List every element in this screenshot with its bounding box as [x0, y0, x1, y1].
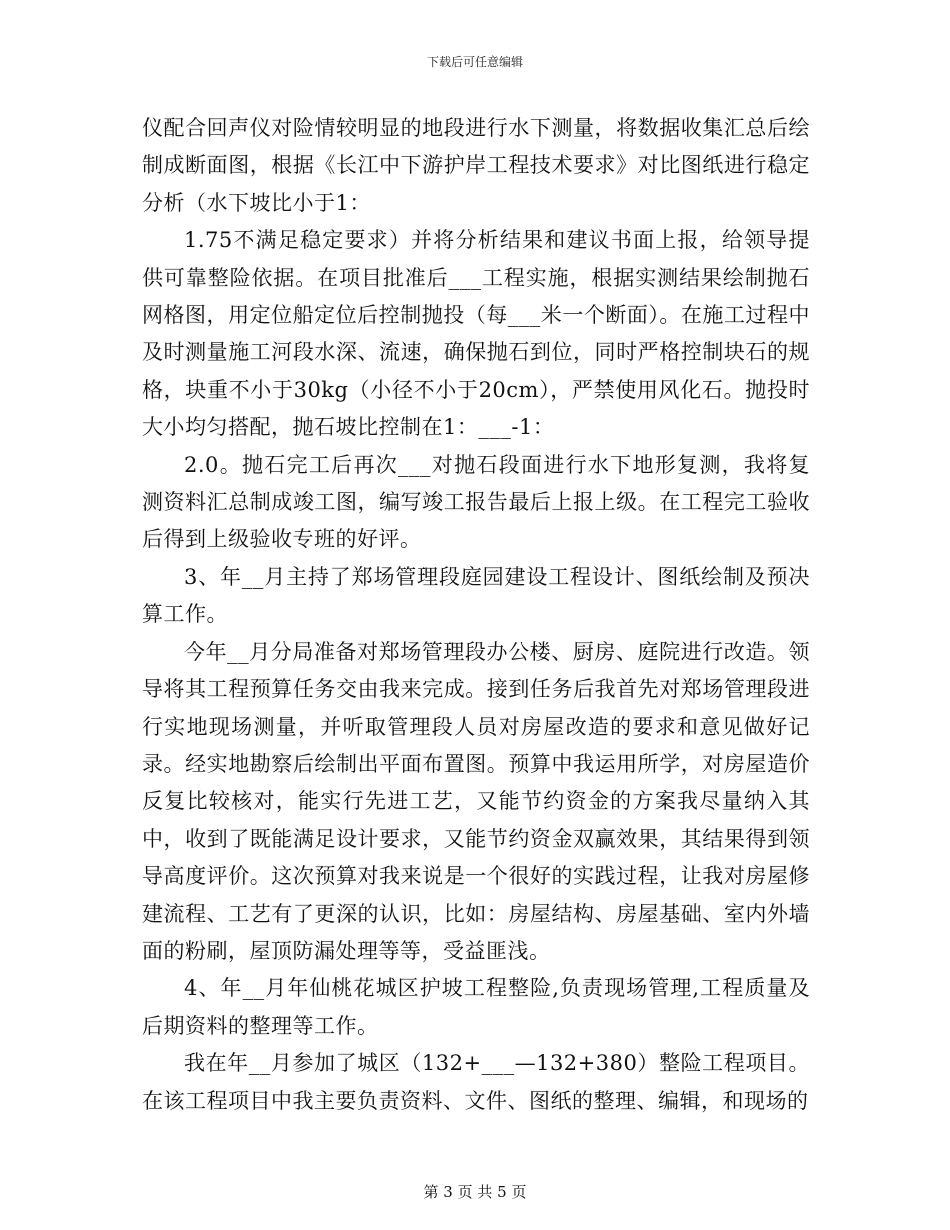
paragraph-continuation: 仪配合回声仪对险情较明显的地段进行水下测量，将数据收集汇总后绘制成断面图，根据《长江中下游护岸工程技术要求》对比图纸进行稳定分析（水下坡比小于1：: [142, 116, 810, 215]
paragraph: 今年__月分局准备对郑场管理段办公楼、厨房、庭院进行改造。领导将其工程预算任务交由我来完成。接到任务后我首先对郑场管理段进行实地现场测量，并听取管理段人员对房屋改造的要求和意见做好记录。经实地勘察后绘制出平面布置图。预算中我运用所学，对房屋造价反复比较核对，能实行先进工艺，又能节约资金的方案我尽量纳入其中，收到了既能满足设计要求，又能节约资金双赢效果，其结果得到领导高度评价。这次预算对我来说是一个很好的实践过程，让我对房屋修建流程、工艺有了更深的认识，比如：房屋结构、房屋基础、室内外墙面的粉刷，屋顶防漏处理等等，受益匪浅。: [142, 639, 810, 963]
page-number: 第 3 页 共 5 页: [423, 1183, 527, 1201]
document-body: [142, 110, 810, 1120]
paragraph: 2.0。抛石完工后再次___对抛石段面进行水下地形复测，我将复测资料汇总制成竣工图，编写竣工报告最后上报上级。在工程完工验收后得到上级验收专班的好评。: [142, 452, 810, 552]
paragraph-item-3: 3、年__月主持了郑场管理段庭园建设工程设计、图纸绘制及预决算工作。: [142, 564, 810, 627]
paragraph: 1.75不满足稳定要求）并将分析结果和建议书面上报，给领导提供可靠整险依据。在项目批准后___工程实施，根据实测结果绘制抛石网格图，用定位船定位后控制抛投（每___米一个断面）。在施工过程中及时测量施工河段水深、流速，确保抛石到位，同时严格控制块石的规格，块重不小于30kg（小径不小于20cm），严禁使用风化石。抛投时大小均匀搭配，抛石坡比控制在1：___-1：: [142, 228, 810, 440]
page-header: 下载后可任意编辑: [426, 55, 523, 69]
paragraph: 我在年__月参加了城区（132+___—132+380）整险工程项目。在该工程项目中我主要负责资料、文件、图纸的整理、编辑，和现场的: [142, 1051, 810, 1113]
paragraph-item-4: 4、年__月年仙桃花城区护坡工程整险,负责现场管理,工程质量及后期资料的整理等工作。: [142, 976, 810, 1038]
